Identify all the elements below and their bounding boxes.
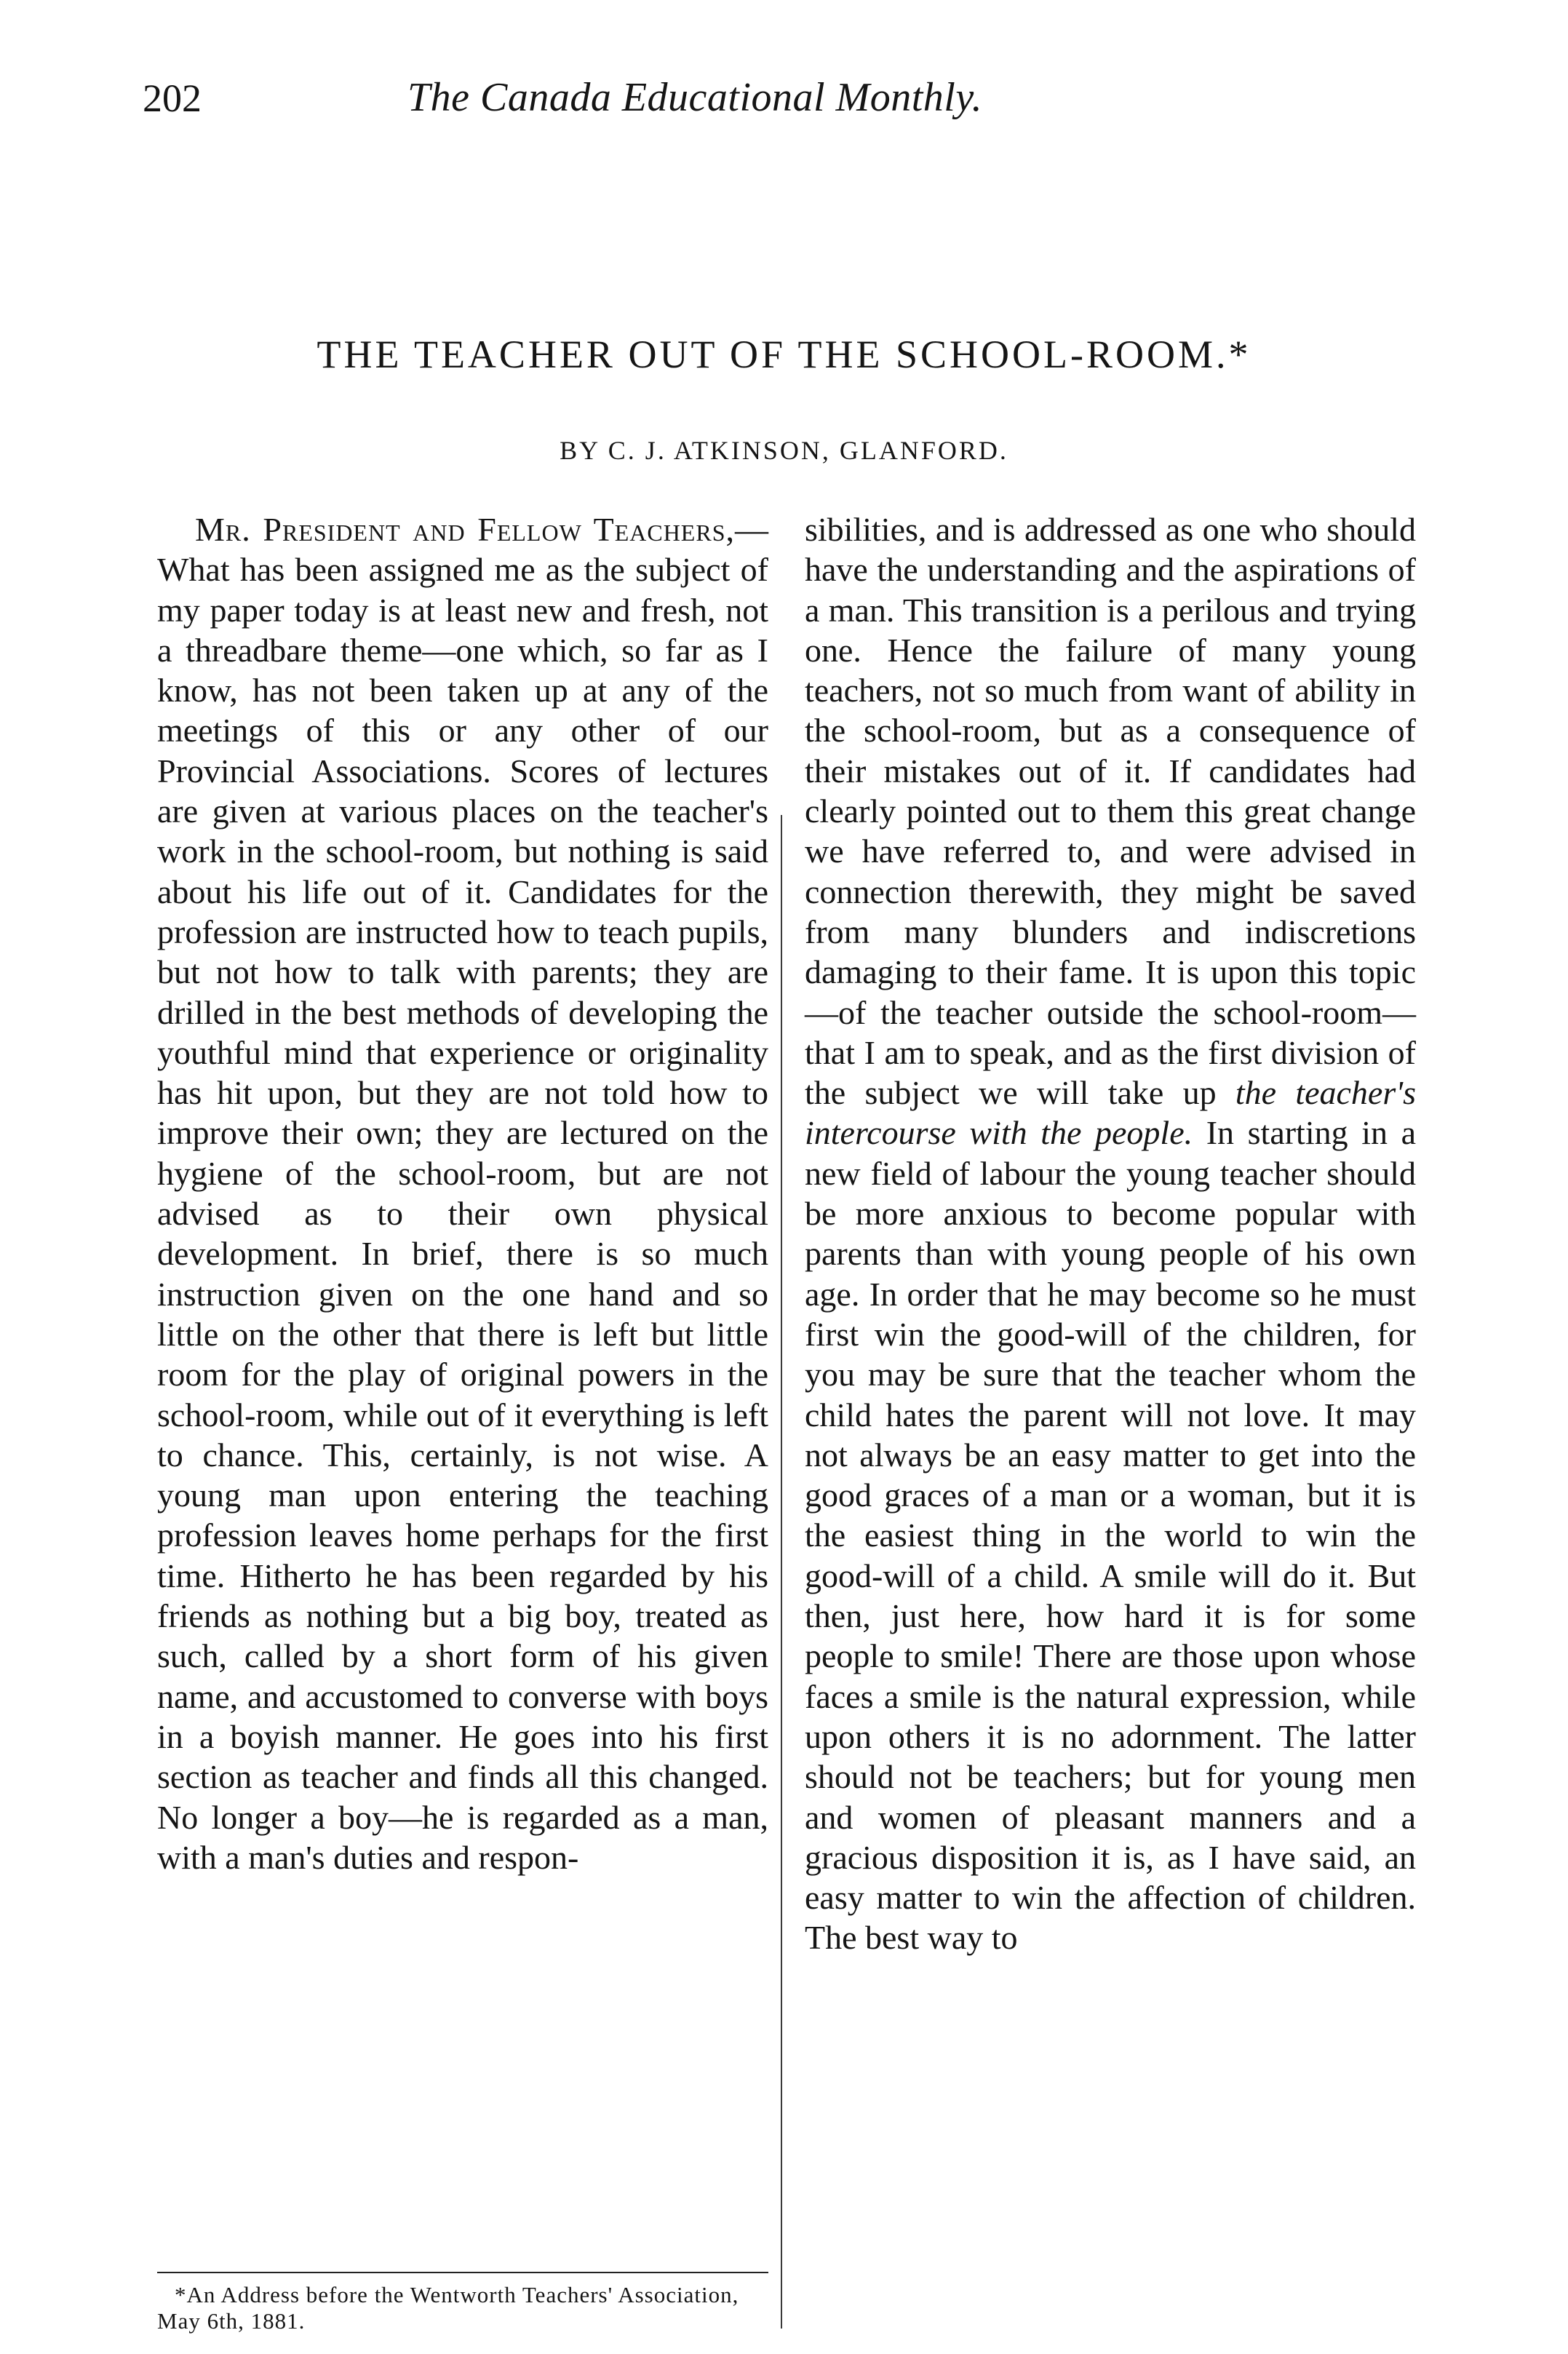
right-column-text-before: sibilities, and is addressed as one who should have the understanding and the aspirations of a man. This transition is a perilous and trying one. Hence the failure of many young teachers, not so much from want of ability in the school-room, but as a consequence of their mistakes out of it. If candidates had clearly pointed out to them this great change we have referred to, and were advised in connection therewith, they might be saved from many blunders and indiscretions damaging to their fame. It is upon this topic—of the teacher outside the school-room—that I am to speak, and as the first division of the subject we will take up: [805, 511, 1416, 1112]
footnote-text: *An Address before the Wentworth Teachers' Association, May 6th, 1881.: [157, 2282, 739, 2334]
section-heading-italic: the teacher's intercourse with the people.: [805, 1074, 1416, 1152]
continued-paragraph: [805, 509, 1416, 1958]
opening-paragraph: [157, 509, 768, 1877]
running-head: The Canada Educational Monthly.: [407, 75, 983, 120]
page-number: 202: [143, 76, 202, 120]
right-column-text-after: In starting in a new field of labour the young teacher should be more anxious to become popular with parents than with young people of his own age. In order that he may become so he must first win the good-will of the children, for you may be sure that the teacher whom the child hates the parent will not love. It may not always be an easy matter to get into the good graces of a man or a woman, but it is the easiest thing in the world to win the good-will of a child. A smile will do it. But then, just here, how hard it is for some people to smile! There are those upon whose faces a smile is the natural expression, while upon others it is no adornment. The latter should not be teachers; but for young men and women of pleasant manners and a gracious disposition it is, as I have said, an easy matter to win the affection of children. The best way to: [805, 1114, 1416, 1957]
footnote-rule: [157, 2272, 768, 2273]
column-rule: [781, 815, 782, 2329]
salutation: Mr. President and Fellow Teachers,: [195, 511, 735, 548]
right-column: [805, 509, 1416, 1958]
article-title: THE TEACHER OUT OF THE SCHOOL-ROOM.*: [317, 333, 1251, 376]
byline: BY C. J. ATKINSON, GLANFORD.: [560, 436, 1008, 465]
left-column: [157, 509, 768, 1877]
left-column-text: —What has been assigned me as the subject of my paper today is at least new and fresh, not a threadbare theme—one which, so far as I know, has not been taken up at any of the meetings of this or any other of our Provincial Associations. Scores of lectures are given at various places on the teacher's work in the school-room, but nothing is said about his life out of it. Candidates for the profession are instructed how to teach pupils, but not how to talk with parents; they are drilled in the best methods of developing the youthful mind that experience or originality has hit upon, but they are not told how to improve their own; they are lectured on the hygiene of the school-room, but are not advised as to their own physical development. In brief, there is so much instruction given on the one hand and so little on the other that there is left but little room for the play of original powers in the school-room, while out of it everything is left to chance. This, certainly, is not wise. A young man upon entering the teaching profession leaves home perhaps for the first time. Hitherto he has been regarded by his friends as nothing but a big boy, treated as such, called by a short form of his given name, and accustomed to converse with boys in a boyish manner. He goes into his first section as teacher and finds all this changed. No longer a boy—he is regarded as a man, with a man's duties and respon-: [157, 511, 768, 1876]
footnote: [157, 2282, 768, 2334]
